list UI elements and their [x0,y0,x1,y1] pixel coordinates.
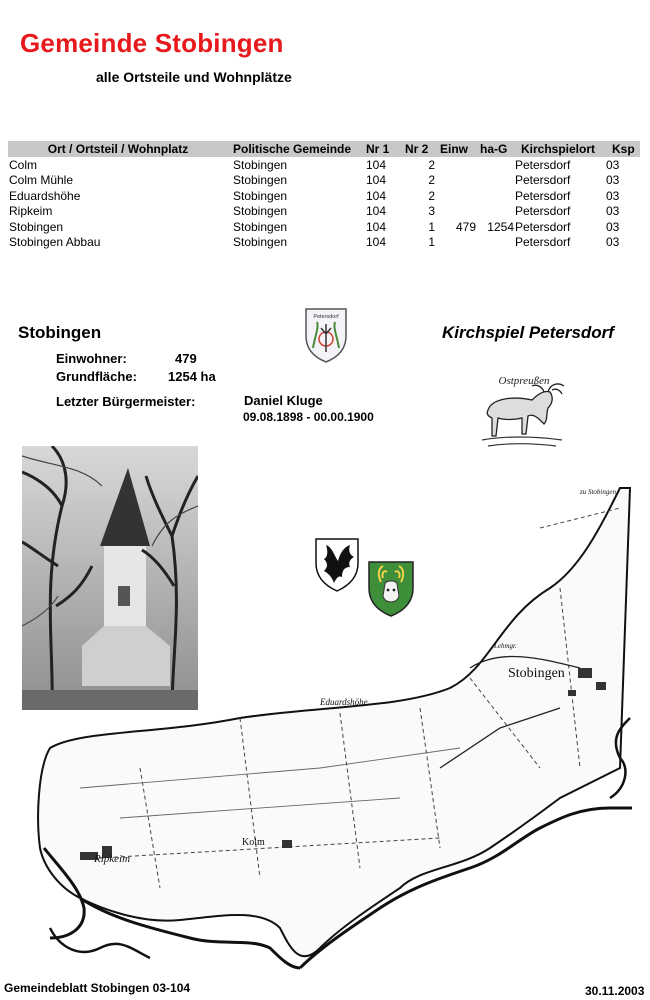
table-cell-ort: Ripkeim [9,204,53,219]
table-cell-kirchspielort: Petersdorf [515,234,571,249]
table-cell-nr2: 2 [428,158,435,172]
footer-sheet-id: Gemeindeblatt Stobingen 03-104 [4,981,191,995]
mayor-label: Letzter Bürgermeister: [56,394,196,409]
table-cell-ksp: 03 [606,204,620,219]
table-cell-nr1: 104 [365,234,386,249]
page-title: Gemeinde Stobingen [20,28,284,58]
table-cell-nr1: 104 [365,188,386,203]
parish-crest-image [303,306,349,364]
column-header-ort: Ort / Ortsteil / Wohnplatz [47,142,189,156]
parish-name: Kirchspiel Petersdorf [442,323,614,342]
column-header-gemeinde: Politische Gemeinde [233,142,352,156]
table-cell-nr2: 2 [428,188,435,203]
table-cell-nr1: 104 [365,158,386,172]
table-cell-kirchspielort: Petersdorf [515,219,571,234]
moose-logo-image [474,370,570,454]
table-cell-nr2: 1 [428,219,435,234]
table-cell-ort: Colm [9,158,38,172]
table-row [8,203,640,218]
column-header-nr1: Nr 1 [366,142,390,156]
table-cell-ksp: 03 [606,234,620,249]
table-row [8,157,640,172]
table-cell-hag: 1254 [487,219,514,234]
area-label: Grundfläche: [56,369,137,384]
table-cell-nr1: 104 [365,219,386,234]
table-cell-kirchspielort: Petersdorf [515,158,571,172]
map-label-lehmgrube: Lehmgr. [494,642,517,650]
table-cell-gemeinde: Stobingen [233,234,288,249]
column-header-hag: ha-G [480,142,508,156]
deer-crest-image [367,560,415,618]
table-cell-nr2: 2 [428,173,435,188]
map-label-kolm: Kolm [242,837,265,848]
population-value: 479 [175,351,197,366]
table-cell-gemeinde: Stobingen [233,188,288,203]
table-cell-gemeinde: Stobingen [233,219,288,234]
table-cell-gemeinde: Stobingen [233,173,288,188]
table-cell-ksp: 03 [606,158,620,172]
table-cell-gemeinde: Stobingen [233,158,288,172]
table-cell-kirchspielort: Petersdorf [515,173,571,188]
footer-date: 30.11.2003 [585,984,645,998]
map-label-ripkeim: Ripkeim [94,853,131,865]
places-table [8,141,640,249]
table-cell-ort: Colm Mühle [9,173,74,188]
map-label-zu-stobingen: zu Stobingen [580,488,616,496]
table-row [8,219,640,234]
crest-text: Petersdorf [313,314,339,320]
table-row [8,172,640,187]
table-cell-ksp: 03 [606,219,620,234]
table-header [8,141,640,157]
eagle-crest-image [314,537,360,593]
map-label-eduardshoehe: Eduardshöhe [320,697,368,707]
table-cell-gemeinde: Stobingen [233,204,288,219]
table-cell-ort: Stobingen Abbau [9,234,101,249]
table-cell-nr2: 3 [428,204,435,219]
table-cell-nr1: 104 [365,204,386,219]
table-body [8,157,640,249]
table-cell-ksp: 03 [606,188,620,203]
column-header-kirchspielort: Kirchspielort [521,142,596,156]
moose-logo-caption: Ostpreußen [498,375,550,387]
area-value: 1254 ha [168,369,216,384]
column-header-nr2: Nr 2 [405,142,429,156]
table-row [8,188,640,203]
table-cell-kirchspielort: Petersdorf [515,188,571,203]
mayor-name: Daniel Kluge [244,393,323,408]
municipality-name: Stobingen [18,323,102,342]
map-label-stobingen: Stobingen [508,666,565,681]
table-cell-einw: 479 [455,219,476,234]
table-cell-ksp: 03 [606,173,620,188]
table-cell-ort: Eduardshöhe [9,188,81,203]
table-cell-nr2: 1 [428,234,435,249]
mayor-dates: 09.08.1898 - 00.00.1900 [243,410,374,424]
population-label: Einwohner: [56,351,127,366]
page-subtitle: alle Ortsteile und Wohnplätze [96,69,292,85]
table-cell-ort: Stobingen [9,219,64,234]
column-header-einw: Einw [440,142,469,156]
table-row [8,234,640,249]
table-cell-nr1: 104 [365,173,386,188]
table-cell-kirchspielort: Petersdorf [515,204,571,219]
column-header-ksp: Ksp [612,142,635,156]
